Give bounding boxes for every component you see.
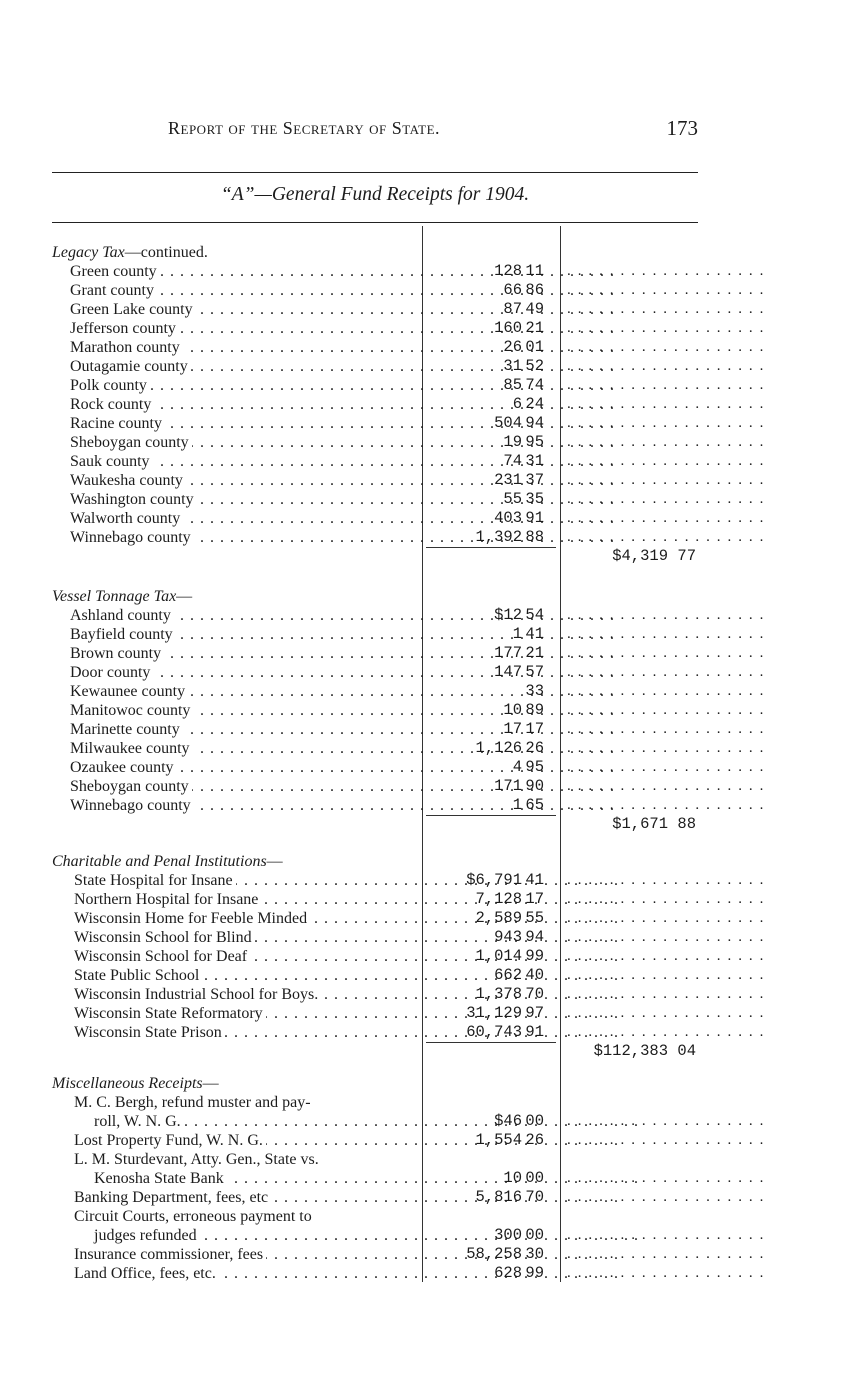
row-label-text: Sheboygan county: [70, 778, 192, 795]
row-label: [74, 1245, 418, 1264]
amount-cents: 31: [525, 452, 544, 470]
amount-dollars: 4: [512, 758, 522, 776]
amount-cents: 90: [525, 777, 544, 795]
row-label-text: Walworth county: [70, 510, 183, 527]
amount-dollars: 147: [494, 663, 522, 681]
total-dollars: $112,383: [593, 1042, 668, 1060]
amount-dollars: 1,554: [475, 1131, 522, 1149]
amount-dollars: 403: [494, 509, 522, 527]
amount-dollars: 231: [494, 471, 522, 489]
amount-dollars: 1,014: [475, 947, 522, 965]
row-label: [70, 720, 418, 739]
row-label: [70, 490, 418, 509]
section-heading-suffix: —: [266, 853, 283, 870]
row-label: [74, 1150, 418, 1169]
amount-dollars: 31,129: [466, 1004, 522, 1022]
amount-cents: 37: [525, 471, 544, 489]
row-label-text: Jefferson county: [70, 320, 179, 337]
table-row: [0, 281, 844, 300]
row-label: [70, 281, 418, 300]
leader-dots: . . . . . . . . . . . . . . . . . . .: [567, 986, 765, 1002]
table-row: [0, 625, 844, 644]
row-label: [74, 1023, 418, 1042]
row-label: [70, 452, 418, 471]
row-label-text: Rock county: [70, 396, 154, 413]
row-label-text: M. C. Bergh, refund muster and pay-: [74, 1094, 314, 1111]
amount-cents: 41: [525, 625, 544, 643]
amount-dollars: 160: [494, 319, 522, 337]
leader-dots: . . . . . . . . . . . . . . . . . . .: [567, 1005, 765, 1021]
table-row: [0, 528, 844, 547]
amount-cents: 00: [525, 1169, 544, 1187]
row-label-text: Green Lake county: [70, 301, 196, 318]
section-heading-text: Vessel Tonnage Tax: [52, 588, 177, 605]
table-row: [0, 1004, 844, 1023]
amount-dollars: 1: [512, 625, 522, 643]
leader-dots: . . . . . . . . . . . . . . . . . . .: [567, 263, 765, 279]
top-rule: [52, 172, 698, 173]
amount-cents: 30: [525, 1245, 544, 1263]
amount-dollars: 74: [503, 452, 522, 470]
leader-dots: . . . . . . . . . . . . . . . . . . .: [567, 510, 765, 526]
table-row: [0, 663, 844, 682]
amount-dollars: 1,392: [475, 528, 522, 546]
row-label: [70, 777, 418, 796]
amount-dollars: 1: [512, 796, 522, 814]
amount-dollars: 628: [494, 1264, 522, 1282]
leader-dots: . . . . . . . . . . . . . . . . . . .: [567, 453, 765, 469]
row-label: [70, 319, 418, 338]
leader-dots: . . . . . . . . . . . . . . . . . . .: [567, 377, 765, 393]
row-label-text: Northern Hospital for Insane: [74, 891, 261, 908]
row-label-text: Wisconsin State Reformatory: [74, 1005, 266, 1022]
section-heading-suffix: —: [176, 588, 193, 605]
row-label: [70, 701, 418, 720]
amount-cents: 26: [525, 739, 544, 757]
leader-dots: . . . . . . . . . . . . . . . . . . .: [567, 683, 765, 699]
amount-dollars: 26: [503, 338, 522, 356]
row-label: [94, 1226, 418, 1245]
amount-dollars: 66: [503, 281, 522, 299]
row-label-text: Insurance commissioner, fees: [74, 1246, 266, 1263]
leader-dots: . . . . . . . . . . . . . . . . . . .: [567, 301, 765, 317]
row-label: [70, 357, 418, 376]
section-heading-suffix: —continued.: [124, 244, 208, 261]
amount-cents: 00: [525, 1112, 544, 1130]
amount-cents: 74: [525, 376, 544, 394]
amount-cents: 57: [525, 663, 544, 681]
amount-cents: 21: [525, 319, 544, 337]
amount-cents: 24: [525, 395, 544, 413]
row-label: [74, 947, 418, 966]
table-row: [0, 376, 844, 395]
table-row: [0, 1207, 844, 1226]
leader-dots: . . . . . . . . . . . . . . . . . . .: [567, 1024, 765, 1040]
leader-dots: . . . . . . . . . . . . . . . . . . .: [567, 282, 765, 298]
leader-dots: . . . . . . . . . . . . . . . . . . .: [567, 434, 765, 450]
table-row: [0, 777, 844, 796]
table-row: [0, 682, 844, 701]
amount-cents: 17: [525, 890, 544, 908]
row-label-text: Circuit Courts, erroneous payment to: [74, 1208, 315, 1225]
leader-dots: . . . . . . . . . . . . . . . . . . .: [567, 1246, 765, 1262]
row-label: [70, 395, 418, 414]
row-label: [74, 1004, 418, 1023]
table-row: [0, 758, 844, 777]
amount-dollars: 5,816: [475, 1188, 522, 1206]
section-heading-text: Miscellaneous Receipts: [52, 1075, 203, 1092]
row-label-text: Ozaukee county: [70, 759, 177, 776]
section-total: [0, 1042, 844, 1061]
leader-dots: . . . . . . . . . . . . . . . . . . .: [567, 491, 765, 507]
row-label-text: Sheboygan county: [70, 434, 192, 451]
amount-cents: 97: [525, 1004, 544, 1022]
total-dollars: $1,671: [612, 815, 668, 833]
row-label-text: Marinette county: [70, 721, 183, 738]
row-label-text: Wisconsin Home for Feeble Minded: [74, 910, 310, 927]
table-row: [0, 947, 844, 966]
table-row: [0, 1264, 844, 1283]
amount-cents: 35: [525, 490, 544, 508]
amount-dollars: 60,743: [466, 1023, 522, 1041]
amount-dollars: $12: [494, 606, 522, 624]
table-row: [0, 985, 844, 1004]
leader-dots: . . . . . . . . . . . . . . . . . . .: [567, 891, 765, 907]
leader-dots: . . . . . . . . . . . . . . . . . . .: [567, 1265, 765, 1281]
section-heading-label: [52, 587, 420, 606]
amount-dollars: 10: [503, 701, 522, 719]
amount-dollars: 1,378: [475, 985, 522, 1003]
amount-dollars: 10: [503, 1169, 522, 1187]
row-label: [74, 1093, 418, 1112]
leader-dots: . . . . . . . . . . . . . . . . . . .: [567, 929, 765, 945]
amount-cents: 00: [525, 1226, 544, 1244]
amount-cents: 95: [525, 758, 544, 776]
amount-cents: 91: [525, 1023, 544, 1041]
leader-dots: . . . . . . . . . . . . . . . . . . .: [567, 1113, 765, 1129]
amount-dollars: 17: [503, 720, 522, 738]
row-label: [70, 625, 418, 644]
row-label-text: Land Office, fees, etc.: [74, 1265, 219, 1282]
table-row: [0, 1245, 844, 1264]
table-row: [0, 338, 844, 357]
running-head: Report of the Secretary of State.: [168, 118, 441, 138]
row-label: [74, 928, 418, 947]
amount-cents: 99: [525, 1264, 544, 1282]
row-label: [70, 414, 418, 433]
section-heading-label: [52, 852, 420, 871]
row-label: [74, 1207, 418, 1226]
amount-cents: 11: [525, 262, 544, 280]
amount-cents: 41: [525, 871, 544, 889]
row-label-text: Sauk county: [70, 453, 153, 470]
table-row: [0, 262, 844, 281]
amount-dollars: 128: [494, 262, 522, 280]
total-dollars: $4,319: [612, 547, 668, 565]
leader-dots: . . . . . . . . . . . . . . . . . . .: [567, 1170, 765, 1186]
section-total: [0, 815, 844, 834]
section-heading-label: [52, 1074, 420, 1093]
leader-dots: . . . . . . . . . . . . . . . . . . .: [567, 626, 765, 642]
leader-dots: . . . . . . . . . . . . . . . . . . .: [567, 702, 765, 718]
leader-dots: . . . . . . . . . . . . . . . . . . .: [567, 472, 765, 488]
leader-dots: . . . . . . . . . . . . . . . . . . .: [567, 721, 765, 737]
amount-dollars: 55: [503, 490, 522, 508]
amount-cents: 33: [525, 682, 544, 700]
leader-dots: . . . . . . . . . . . . . . . . . . .: [567, 1132, 765, 1148]
amount-cents: 55: [525, 909, 544, 927]
amount-cents: 01: [525, 338, 544, 356]
table-row: [0, 966, 844, 985]
row-label-text: Polk county: [70, 377, 150, 394]
row-label-text: Outagamie county: [70, 358, 191, 375]
row-label-text: Milwaukee county: [70, 740, 193, 757]
row-label-text: Waukesha county: [70, 472, 186, 489]
row-label-text: Wisconsin Industrial School for Boys.: [74, 986, 321, 1003]
row-label-text: Manitowoc county: [70, 702, 193, 719]
row-label: [70, 739, 418, 758]
amount-dollars: 171: [494, 777, 522, 795]
row-label: [70, 758, 418, 777]
row-label-text: Racine county: [70, 415, 165, 432]
amount-cents: 49: [525, 300, 544, 318]
section-heading-text: Legacy Tax: [52, 244, 125, 261]
section-total: [0, 547, 844, 566]
amount-dollars: 177: [494, 644, 522, 662]
table-row: [0, 471, 844, 490]
section-heading: [0, 587, 844, 606]
amount-dollars: 19: [503, 433, 522, 451]
amount-dollars: 85: [503, 376, 522, 394]
amount-cents: 65: [525, 796, 544, 814]
row-label-text: Lost Property Fund, W. N. G.: [74, 1132, 266, 1149]
amount-dollars: 31: [503, 357, 522, 375]
table-row: [0, 1093, 844, 1112]
leader-dots: . . . . . . . . . . . . . . . . . . .: [567, 1189, 765, 1205]
amount-dollars: 662: [494, 966, 522, 984]
amount-cents: 95: [525, 433, 544, 451]
table-title: “A”—General Fund Receipts for 1904.: [220, 184, 530, 205]
leader-dots: . . . . . . . . . . . . . . . . . . .: [567, 797, 765, 813]
table-row: [0, 1131, 844, 1150]
amount-cents: 70: [525, 1188, 544, 1206]
section-heading-text: Charitable and Penal Institutions: [52, 853, 267, 870]
row-label-text: L. M. Sturdevant, Atty. Gen., State vs.: [74, 1151, 322, 1168]
section-heading: [0, 1074, 844, 1093]
row-label-text: Wisconsin State Prison: [74, 1024, 225, 1041]
table-row: [0, 701, 844, 720]
table-row: [0, 490, 844, 509]
leader-dots: . . . . . . . . . . . . . . . . . . .: [567, 967, 765, 983]
row-label: [70, 528, 418, 547]
amount-cents: 21: [525, 644, 544, 662]
section-heading-label: [52, 243, 420, 262]
amount-cents: 91: [525, 509, 544, 527]
table-row: [0, 1150, 844, 1169]
leader-dots: . . . . . . . . . . . . . . . . . . .: [567, 778, 765, 794]
total-cents: 04: [677, 1042, 696, 1060]
total-cents: 88: [677, 815, 696, 833]
amount-dollars: 87: [503, 300, 522, 318]
row-label-text: Wisconsin School for Blind: [74, 929, 255, 946]
row-label: [74, 985, 418, 1004]
row-label-text: Ashland county: [70, 607, 174, 624]
row-label: [70, 376, 418, 395]
row-label-text: Grant county: [70, 282, 157, 299]
row-label: [70, 663, 418, 682]
table-row: [0, 1112, 844, 1131]
row-label: [70, 433, 418, 452]
amount-cents: 54: [525, 606, 544, 624]
table-row: [0, 644, 844, 663]
row-label-text: Banking Department, fees, etc: [74, 1189, 271, 1206]
amount-cents: 52: [525, 357, 544, 375]
row-label: [74, 871, 418, 890]
table-row: [0, 1023, 844, 1042]
amount-cents: 94: [525, 414, 544, 432]
row-label: [74, 1188, 418, 1207]
table-row: [0, 796, 844, 815]
table-row: [0, 509, 844, 528]
amount-dollars: $6,791: [466, 871, 522, 889]
table-row: [0, 357, 844, 376]
total-cents: 77: [677, 547, 696, 565]
leader-dots: . . . . . . . . . . . . . . . . . . .: [567, 358, 765, 374]
table-row: [0, 300, 844, 319]
table-row: [0, 928, 844, 947]
amount-dollars: 2,589: [475, 909, 522, 927]
table-row: [0, 395, 844, 414]
row-label: [94, 1169, 418, 1188]
leader-dots: . . . . . . . . . . . . . . . . . . .: [567, 759, 765, 775]
leader-dots: . . . . . . . . . . . . . . . . . . .: [567, 320, 765, 336]
row-label: [74, 909, 418, 928]
table-row: [0, 1188, 844, 1207]
table-row: [0, 606, 844, 625]
amount-cents: 40: [525, 966, 544, 984]
row-label-text: judges refunded: [94, 1227, 200, 1244]
table-row: [0, 739, 844, 758]
page-header: [168, 118, 698, 148]
leader-dots: . . . . . . . . . . . . . . . . . . .: [567, 645, 765, 661]
amount-cents: 17: [525, 720, 544, 738]
leader-dots: . . . . . . . . . . . . . . . . . . .: [567, 1227, 765, 1243]
amount-cents: 99: [525, 947, 544, 965]
amount-dollars: 943: [494, 928, 522, 946]
amount-dollars: 7,128: [475, 890, 522, 908]
section-heading: [0, 243, 844, 262]
row-label: [74, 1264, 418, 1283]
title-rule: [52, 222, 698, 223]
leader-dots: . . . . . . . . . . . . . . . . . . .: [567, 664, 765, 680]
amount-dollars: 6: [512, 395, 522, 413]
table-row: [0, 1169, 844, 1188]
row-label-text: Bayfield county: [70, 626, 176, 643]
amount-dollars: 504: [494, 414, 522, 432]
row-label-text: Marathon county: [70, 339, 183, 356]
row-label: [70, 300, 418, 319]
row-label-text: Winnebago county: [70, 797, 194, 814]
leader-dots: . . . . . . . . . . . . . . . . . . .: [567, 415, 765, 431]
amount-dollars: $46: [494, 1112, 522, 1130]
row-label: [70, 509, 418, 528]
amount-cents: 88: [525, 528, 544, 546]
amount-cents: 89: [525, 701, 544, 719]
section-heading-suffix: —: [202, 1075, 219, 1092]
row-label-text: Brown county: [70, 645, 164, 662]
table-row: [0, 890, 844, 909]
leader-dots: . . . . . . . . . . . . . . . . . . .: [567, 339, 765, 355]
leader-dots: . . . . . . . . . . . . . . . . . . .: [567, 529, 765, 545]
row-label: [70, 682, 418, 701]
row-label-text: Green county: [70, 263, 160, 280]
row-label-text: roll, W. N. G.: [94, 1113, 184, 1130]
table-row: [0, 909, 844, 928]
row-label-text: Kenosha State Bank: [94, 1170, 227, 1187]
row-label-text: Wisconsin School for Deaf: [74, 948, 250, 965]
row-label-text: Winnebago county: [70, 529, 194, 546]
amount-dollars: 300: [494, 1226, 522, 1244]
row-label-text: State Hospital for Insane: [74, 872, 236, 889]
row-label-text: Kewaunee county: [70, 683, 188, 700]
amount-dollars: 58,258: [466, 1245, 522, 1263]
page-number: 173: [666, 116, 698, 140]
row-label: [70, 471, 418, 490]
section-heading: [0, 852, 844, 871]
table-row: [0, 433, 844, 452]
row-label: [70, 262, 418, 281]
row-label: [70, 338, 418, 357]
leader-dots: . . . . . . . . . . . . . . . . . . .: [567, 948, 765, 964]
leader-dots: . . . . . . . . . . . . . . . . . . .: [567, 396, 765, 412]
row-label-text: Washington county: [70, 491, 197, 508]
table-row: [0, 414, 844, 433]
table-row: [0, 1226, 844, 1245]
row-label: [94, 1112, 418, 1131]
leader-dots: . . . . . . . . . . . . . . . . . . .: [567, 740, 765, 756]
amount-cents: 26: [525, 1131, 544, 1149]
row-label: [70, 644, 418, 663]
table-row: [0, 720, 844, 739]
row-label-text: Door county: [70, 664, 153, 681]
table-row: [0, 871, 844, 890]
amount-cents: 70: [525, 985, 544, 1003]
row-label: [74, 1131, 418, 1150]
amount-cents: 86: [525, 281, 544, 299]
row-label: [70, 606, 418, 625]
table-row: [0, 452, 844, 471]
amount-dollars: 1,126: [475, 739, 522, 757]
row-label: [74, 890, 418, 909]
leader-dots: . . . . . . . . . . . . . . . . . . .: [567, 607, 765, 623]
row-label: [70, 796, 418, 815]
leader-dots: . . . . . . . . . . . . . . . . . . .: [567, 910, 765, 926]
row-label: [74, 966, 418, 985]
row-label-text: State Public School: [74, 967, 202, 984]
leader-dots: . . . . . . . . . . . . . . . . . . .: [567, 872, 765, 888]
table-row: [0, 319, 844, 338]
amount-cents: 94: [525, 928, 544, 946]
